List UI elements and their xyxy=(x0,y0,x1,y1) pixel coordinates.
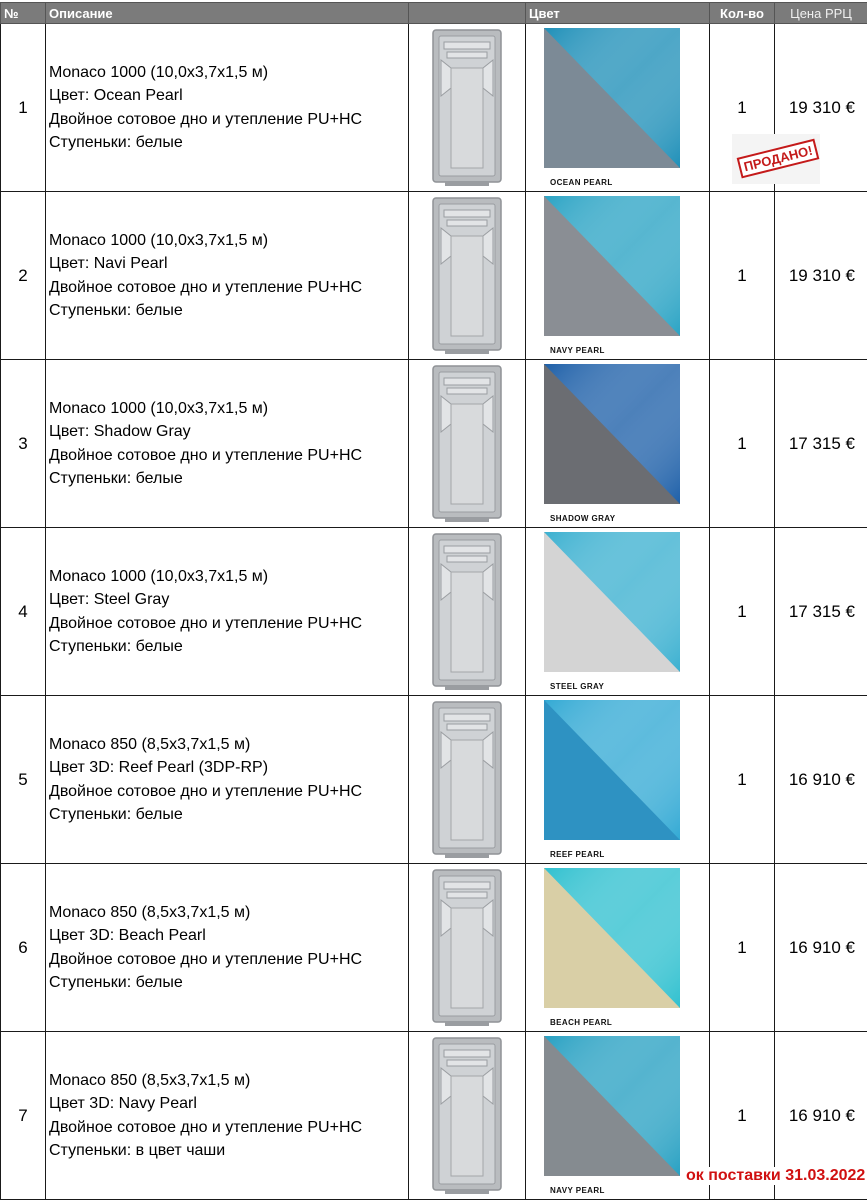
description-line: Цвет 3D: Navy Pearl xyxy=(49,1095,197,1112)
swatch-label: REEF PEARL xyxy=(550,850,605,859)
description-line: Цвет: Steel Gray xyxy=(49,591,170,608)
description-line: Ступеньки: белые xyxy=(49,638,183,655)
description-line: Ступеньки: белые xyxy=(49,974,183,991)
header-image xyxy=(409,3,526,24)
row-price: 16 910 € xyxy=(775,1032,867,1200)
header-color: Цвет xyxy=(526,3,710,24)
description-line: Ступеньки: в цвет чаши xyxy=(49,1142,226,1159)
description-line: Monaco 850 (8,5х3,7х1,5 м) xyxy=(49,903,251,921)
row-price: 17 315 € xyxy=(775,360,867,528)
row-number: 2 xyxy=(1,192,46,360)
sold-stamp-text: ПРОДАНО! xyxy=(737,139,820,179)
header-price: Цена РРЦ xyxy=(775,3,867,24)
pool-image-cell xyxy=(409,24,526,192)
row-qty xyxy=(710,360,775,528)
row-description xyxy=(46,696,409,864)
product-table xyxy=(0,2,867,1200)
table-row xyxy=(1,696,867,864)
color-swatch-image xyxy=(544,1036,680,1176)
row-price: 16 910 € xyxy=(775,864,867,1032)
description-line: Ступеньки: белые xyxy=(49,302,183,319)
color-swatch-cell xyxy=(526,864,710,1032)
pool-image-cell xyxy=(409,360,526,528)
color-swatch-image xyxy=(544,532,680,672)
row-description xyxy=(46,1032,409,1200)
row-description xyxy=(46,24,409,192)
row-qty xyxy=(710,864,775,1032)
row-qty xyxy=(710,528,775,696)
pool-image-cell xyxy=(409,528,526,696)
pool-shape-icon xyxy=(431,868,503,1028)
delivery-note: ок поставки 31.03.2022 xyxy=(686,1167,866,1184)
pool-shape-icon xyxy=(431,364,503,524)
swatch-label: NAVY PEARL xyxy=(550,1186,605,1195)
row-price: 16 910 € xyxy=(775,696,867,864)
description-line: Ступеньки: белые xyxy=(49,470,183,487)
color-swatch-image xyxy=(544,868,680,1008)
color-swatch-cell xyxy=(526,528,710,696)
pool-shape-icon xyxy=(431,700,503,860)
pool-image-cell xyxy=(409,696,526,864)
pool-shape-icon xyxy=(431,1036,503,1196)
description-line: Monaco 1000 (10,0х3,7х1,5 м) xyxy=(49,567,269,585)
qty-value: 1 xyxy=(737,265,747,285)
row-number: 3 xyxy=(1,360,46,528)
row-qty xyxy=(710,24,815,192)
row-number: 7 xyxy=(1,1032,46,1200)
swatch-label: NAVY PEARL xyxy=(550,346,605,355)
pool-shape-icon xyxy=(431,532,503,692)
color-swatch-cell xyxy=(526,696,710,864)
row-price: 19 310 € xyxy=(775,192,867,360)
qty-value: 1 xyxy=(737,1105,747,1125)
description-line: Двойное сотовое дно и утепление PU+HC xyxy=(49,782,363,800)
description-line: Цвет: Ocean Pearl xyxy=(49,87,183,104)
row-description xyxy=(46,360,409,528)
color-swatch-image xyxy=(544,364,680,504)
table-row xyxy=(1,360,867,528)
color-swatch-cell xyxy=(526,360,710,528)
color-swatch-image xyxy=(544,196,680,336)
table-row xyxy=(1,24,867,192)
pool-image-cell xyxy=(409,864,526,1032)
description-line: Цвет 3D: Reef Pearl (3DP-RP) xyxy=(49,759,269,776)
pool-shape-icon xyxy=(431,28,503,188)
table-row xyxy=(1,528,867,696)
row-number: 1 xyxy=(1,24,46,192)
description-line: Двойное сотовое дно и утепление PU+HC xyxy=(49,1118,363,1136)
color-swatch-cell xyxy=(526,1032,710,1200)
swatch-label: BEACH PEARL xyxy=(550,1018,613,1027)
row-qty xyxy=(710,696,775,864)
header-num: № xyxy=(1,3,46,24)
pool-shape-icon xyxy=(431,196,503,356)
description-line: Двойное сотовое дно и утепление PU+HC xyxy=(49,278,363,296)
row-number: 4 xyxy=(1,528,46,696)
description-line: Monaco 1000 (10,0х3,7х1,5 м) xyxy=(49,231,269,249)
table-row xyxy=(1,864,867,1032)
description-line: Двойное сотовое дно и утепление PU+HC xyxy=(49,614,363,632)
description-line: Ступеньки: белые xyxy=(49,806,183,823)
color-swatch-image xyxy=(544,28,680,168)
qty-value: 1 xyxy=(737,769,747,789)
qty-value: 1 xyxy=(737,937,747,957)
header-qty: Кол-во xyxy=(710,3,775,24)
row-price: 19 310 € xyxy=(775,24,867,192)
description-line: Monaco 850 (8,5х3,7х1,5 м) xyxy=(49,1071,251,1089)
swatch-label: SHADOW GRAY xyxy=(550,514,616,523)
description-line: Monaco 1000 (10,0х3,7х1,5 м) xyxy=(49,399,269,417)
qty-value: 1 xyxy=(737,601,747,621)
row-price: 17 315 € xyxy=(775,528,867,696)
description-line: Двойное сотовое дно и утепление PU+HC xyxy=(49,446,363,464)
description-line: Monaco 1000 (10,0х3,7х1,5 м) xyxy=(49,63,269,81)
swatch-label: OCEAN PEARL xyxy=(550,178,613,187)
table-row xyxy=(1,192,867,360)
color-swatch-image xyxy=(544,700,680,840)
row-number: 6 xyxy=(1,864,46,1032)
description-line: Двойное сотовое дно и утепление PU+HC xyxy=(49,950,363,968)
table-header xyxy=(1,3,867,24)
description-line: Цвет: Shadow Gray xyxy=(49,423,191,440)
row-number: 5 xyxy=(1,696,46,864)
qty-value: 1 xyxy=(737,433,747,453)
header-description: Описание xyxy=(46,3,409,24)
row-description xyxy=(46,528,409,696)
description-line: Цвет: Navi Pearl xyxy=(49,255,168,272)
description-line: Цвет 3D: Beach Pearl xyxy=(49,927,206,944)
color-swatch-cell xyxy=(526,192,710,360)
pool-image-cell xyxy=(409,192,526,360)
row-description xyxy=(46,864,409,1032)
swatch-label: STEEL GRAY xyxy=(550,682,605,691)
description-line: Ступеньки: белые xyxy=(49,134,183,151)
pool-image-cell xyxy=(409,1032,526,1200)
row-qty xyxy=(710,192,775,360)
description-line: Monaco 850 (8,5х3,7х1,5 м) xyxy=(49,735,251,753)
qty-value: 1 xyxy=(737,97,747,117)
color-swatch-cell xyxy=(526,24,710,192)
description-line: Двойное сотовое дно и утепление PU+HC xyxy=(49,110,363,128)
row-description xyxy=(46,192,409,360)
